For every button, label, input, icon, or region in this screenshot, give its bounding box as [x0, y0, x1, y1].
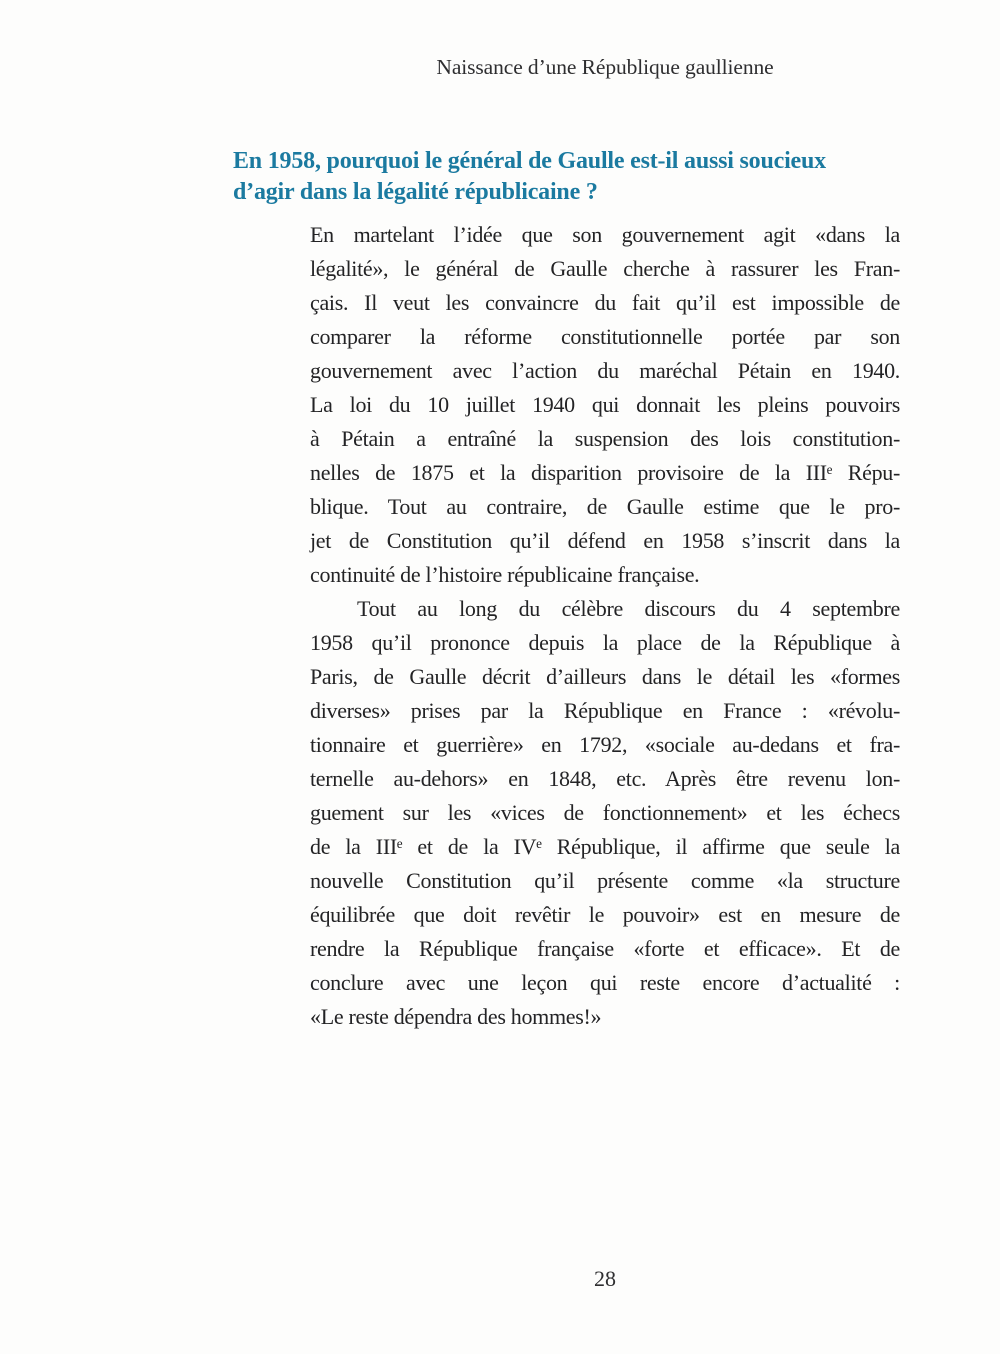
question-heading	[233, 146, 923, 208]
text-line: 1958 qu’il prononce depuis la place de la République à	[310, 630, 900, 655]
text-line: légalité», le général de Gaulle cherche à rassurer les Fran-	[310, 256, 900, 281]
text-line: Paris, de Gaulle décrit d’ailleurs dans le détail les «formes	[310, 664, 900, 689]
running-header: Naissance d’une République gaullienne	[436, 55, 774, 79]
question-heading-line-2: d’agir dans la légalité républicaine ?	[233, 179, 598, 205]
text-line: équilibrée que doit revêtir le pouvoir» est en mesure de	[310, 902, 900, 927]
paragraph	[310, 218, 900, 592]
text-line: gouvernement avec l’action du maréchal Pétain en 1940.	[310, 358, 900, 383]
text-line: En martelant l’idée que son gouvernement agit «dans la	[310, 222, 900, 247]
text-line: guement sur les «vices de fonctionnement» et les échecs	[310, 800, 900, 825]
text-line: Tout au long du célèbre discours du 4 septembre	[357, 596, 900, 621]
text-line: çais. Il veut les convaincre du fait qu’il est impossible de	[310, 290, 900, 315]
page-number: 28	[594, 1266, 616, 1291]
text-line: nouvelle Constitution qu’il présente comme «la structure	[310, 868, 900, 893]
body-text	[310, 218, 900, 1034]
text-line: La loi du 10 juillet 1940 qui donnait les pleins pouvoirs	[310, 392, 900, 417]
text-line: continuité de l’histoire républicaine française.	[310, 562, 700, 587]
paragraph	[310, 592, 900, 1034]
question-heading-line-1: En 1958, pourquoi le général de Gaulle est-il aussi soucieux	[233, 148, 826, 174]
text-line: blique. Tout au contraire, de Gaulle estime que le pro-	[310, 494, 900, 519]
text-line: «Le reste dépendra des hommes!»	[310, 1004, 602, 1029]
text-line: à Pétain a entraîné la suspension des lois constitution-	[310, 426, 900, 451]
text-line: ternelle au-dehors» en 1848, etc. Après être revenu lon-	[310, 766, 900, 791]
text-line: tionnaire et guerrière» en 1792, «sociale au-dedans et fra-	[310, 732, 900, 757]
text-line: jet de Constitution qu’il défend en 1958 s’inscrit dans la	[310, 528, 900, 553]
text-line: de la IIIᵉ et de la IVᵉ République, il affirme que seule la	[310, 834, 900, 859]
text-line: comparer la réforme constitutionnelle portée par son	[310, 324, 900, 349]
text-line: rendre la République française «forte et efficace». Et de	[310, 936, 900, 961]
text-line: diverses» prises par la République en France : «révolu-	[310, 698, 900, 723]
text-line: nelles de 1875 et la disparition provisoire de la IIIᵉ Répu-	[310, 460, 900, 485]
text-line: conclure avec une leçon qui reste encore d’actualité :	[310, 970, 900, 995]
